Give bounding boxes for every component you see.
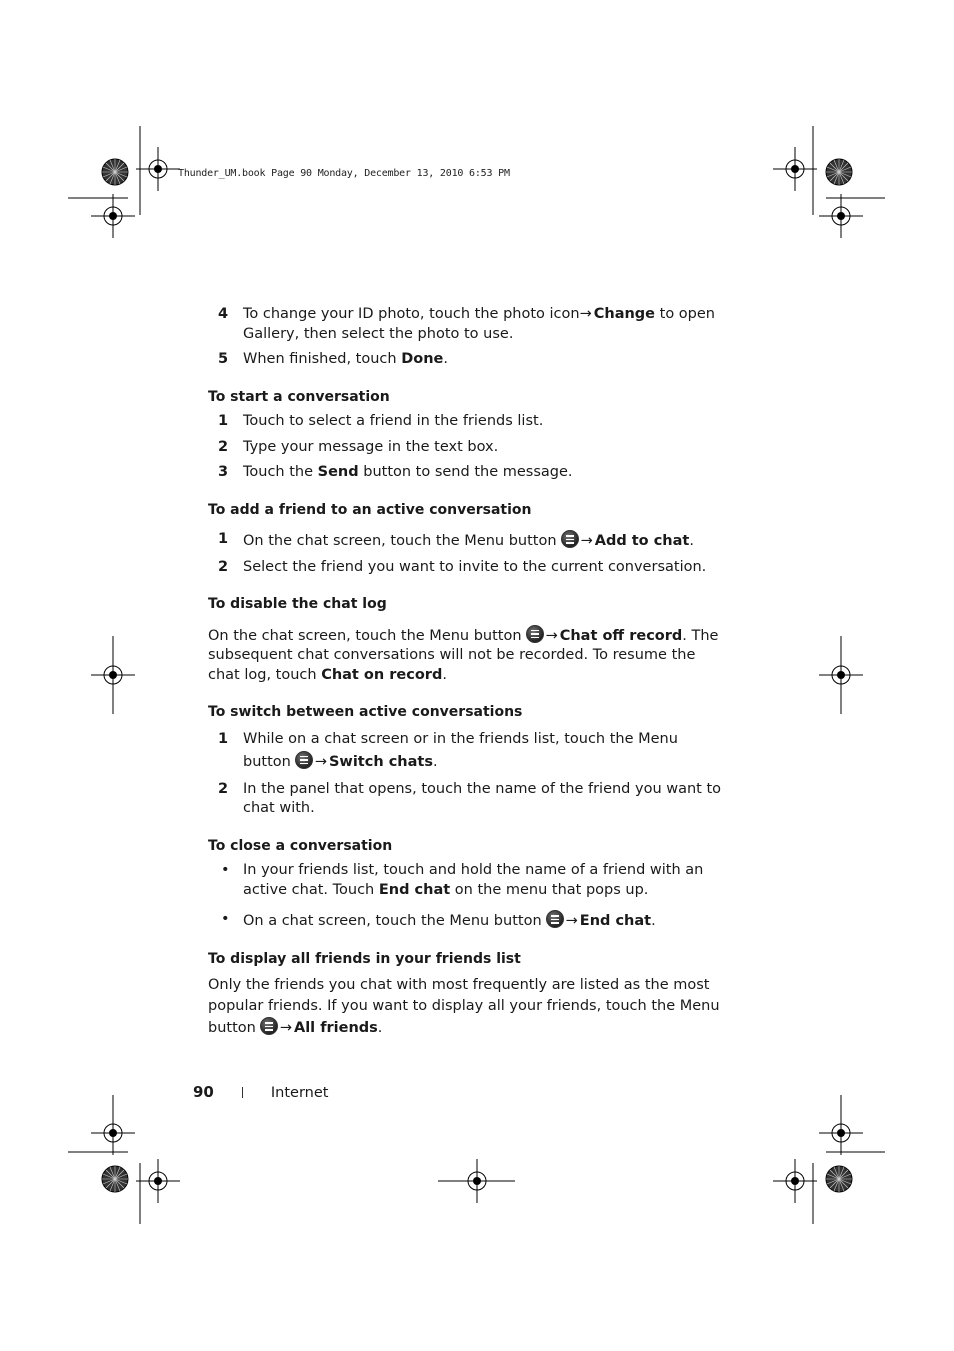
arrow: → [565,913,578,929]
arrow: → [314,753,327,770]
arrow: → [580,533,593,549]
divider [242,1087,243,1098]
section-heading: To display all friends in your friends list [208,950,521,967]
menu-icon [526,625,544,643]
list-item: 4 To change your ID photo, touch the photo icon→ Change to open Gallery, then select the photo to use. [218,306,715,342]
print-slug: Thunder_UM.book Page 90 Monday, December 13, 2010 6:53 PM [178,168,510,179]
page-footer [193,1083,328,1101]
list-item: 2 Type your message in the text box. [218,438,499,455]
section-heading: To close a conversation [208,837,393,854]
list-item: 5 When finished, touch Done. [218,351,448,367]
list-item: 1 Touch to select a friend in the friends list. [218,413,544,429]
bullet: • [221,911,230,927]
menu-icon [260,1017,278,1035]
arrow: → [545,627,558,644]
arrow: → [279,1020,292,1036]
intro-steps [208,305,728,370]
section-name: Internet [270,1085,329,1101]
paragraph: On the chat screen, touch the Menu button → Chat off record. The subsequent chat conversations will not be recorded. To resume the chat log, touch Chat on record. [208,625,728,686]
list-item: 2 In the panel that opens, touch the name of the friend you want to chat with. [218,780,722,816]
page-content [208,305,728,1039]
section-heading: To start a conversation [208,388,390,405]
menu-icon [546,910,564,928]
menu-icon [561,530,579,548]
list-item: 1 While on a chat screen or in the friends list, touch the Menu button → Switch chats. [218,730,678,770]
paragraph: Only the friends you chat with most frequently are listed as the most popular friends. If you want to display all your friends, touch the Menu button → All friends. [208,977,720,1036]
section-heading: To disable the chat log [208,596,387,612]
menu-icon [295,751,313,769]
section-heading: To add a friend to an active conversation [208,501,532,518]
arrow: → [579,306,592,322]
list-item: • On a chat screen, touch the Menu button → End chat. [221,911,656,929]
list-item: 2 Select the friend you want to invite to the current conversation. [218,558,707,575]
list-item: • In your friends list, touch and hold the name of a friend with an active chat. Touch End chat on the menu that pops up. [221,862,704,898]
list-item: 1 On the chat screen, touch the Menu button → Add to chat. [218,531,694,549]
page-number: 90 [193,1083,214,1101]
section-heading: To switch between active conversations [208,704,523,720]
list-item: 3 Touch the Send button to send the message. [218,464,573,480]
bullet: • [221,862,230,878]
